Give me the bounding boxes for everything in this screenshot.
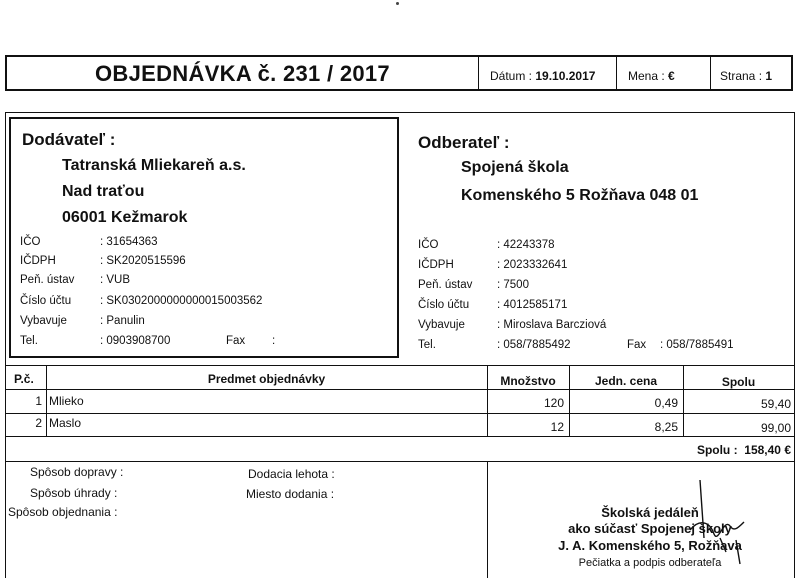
sum-label: Spolu : — [696, 443, 738, 457]
sum-value: 158,40 € — [744, 443, 791, 457]
ordering-label: Spôsob objednania : — [8, 505, 118, 519]
delivery-place-label: Miesto dodania : — [246, 487, 335, 501]
document-title: OBJEDNÁVKA č. 231 / 2017 — [95, 61, 390, 86]
supplier-icdph-value: : SK2020515596 — [100, 255, 186, 267]
customer-tel-label: Tel. — [418, 339, 436, 351]
customer-icdph-value: : 2023332641 — [497, 259, 568, 271]
customer-bank-value: : 7500 — [497, 279, 529, 291]
table-row-2-no: 2 — [35, 416, 42, 430]
col-header-total: Spolu — [721, 375, 756, 389]
stamp-line-1: Školská jedáleň — [601, 505, 699, 520]
table-row-1-no: 1 — [35, 394, 42, 408]
supplier-fax-label: Fax — [226, 335, 246, 347]
date-label: Dátum : — [490, 69, 533, 83]
stamp-line-2: ako súčasť Spojenej školy — [568, 521, 732, 536]
supplier-tel-label: Tel. — [20, 335, 38, 347]
customer-tel-value: : 058/7885492 — [497, 339, 571, 351]
table-row-2-total: 99,00 — [760, 421, 791, 435]
customer-contact-label: Vybavuje — [418, 319, 465, 331]
supplier-account-label: Číslo účtu — [20, 295, 72, 307]
sum-row — [600, 443, 791, 457]
customer-name: Spojená škola — [461, 159, 569, 176]
page-label: Strana : — [720, 69, 763, 83]
scan-speck — [396, 2, 399, 5]
supplier-icdph-label: IČDPH — [20, 255, 56, 267]
supplier-fax-value: : — [272, 335, 276, 347]
col-header-qty: Množstvo — [500, 374, 556, 388]
table-row-2-item: Maslo — [49, 416, 82, 430]
supplier-name: Tatranská Mliekareň a.s. — [62, 157, 246, 174]
customer-fax-label: Fax — [627, 339, 647, 351]
supplier-contact-label: Vybavuje — [20, 315, 67, 327]
col-header-no: P.č. — [14, 372, 34, 386]
currency-value: € — [668, 69, 675, 83]
supplier-street: Nad traťou — [62, 183, 145, 200]
table-row-1-total: 59,40 — [760, 397, 791, 411]
supplier-ico-value: : 31654363 — [100, 236, 158, 248]
table-row-1-qty: 120 — [543, 396, 564, 410]
supplier-account-value: : SK0302000000000015003562 — [100, 295, 263, 307]
supplier-tel-value: : 0903908700 — [100, 335, 171, 347]
table-row-1-unit-price: 0,49 — [654, 396, 678, 410]
table-row-1-item: Mlieko — [49, 394, 84, 408]
date-value: 19.10.2017 — [535, 69, 596, 83]
customer-contact-value: : Miroslava Barcziová — [497, 319, 607, 331]
customer-fax-value: : 058/7885491 — [660, 339, 734, 351]
table-row-2-qty: 12 — [550, 420, 564, 434]
customer-ico-value: : 42243378 — [497, 239, 555, 251]
supplier-heading: Dodávateľ : — [22, 130, 116, 149]
stamp-line-3: J. A. Komenského 5, Rožňava — [558, 538, 742, 553]
supplier-city: 06001 Kežmarok — [62, 209, 188, 226]
table-row-2-unit-price: 8,25 — [654, 420, 678, 434]
supplier-bank-label: Peň. ústav — [20, 274, 75, 286]
customer-address: Komenského 5 Rožňava 048 01 — [461, 187, 699, 204]
col-header-unit-price: Jedn. cena — [594, 374, 658, 388]
page-field — [720, 69, 772, 83]
customer-bank-label: Peň. ústav — [418, 279, 473, 291]
customer-account-value: : 4012585171 — [497, 299, 568, 311]
stamp-caption: Pečiatka a podpis odberateľa — [578, 557, 722, 569]
customer-heading: Odberateľ : — [418, 133, 510, 152]
customer-icdph-label: IČDPH — [418, 259, 454, 271]
payment-label: Spôsob úhrady : — [30, 486, 118, 500]
supplier-box — [9, 117, 399, 358]
date-field — [490, 69, 595, 83]
supplier-bank-value: : VUB — [100, 274, 131, 286]
currency-field — [628, 69, 675, 83]
customer-ico-label: IČO — [418, 239, 439, 251]
delivery-time-label: Dodacia lehota : — [248, 467, 335, 481]
supplier-contact-value: : Panulin — [100, 315, 145, 327]
supplier-ico-label: IČO — [20, 236, 41, 248]
col-header-item: Predmet objednávky — [207, 372, 326, 386]
handwritten-signature — [680, 478, 770, 568]
customer-account-label: Číslo účtu — [418, 299, 470, 311]
transport-label: Spôsob dopravy : — [30, 465, 124, 479]
currency-label: Mena : — [628, 69, 665, 83]
page-value: 1 — [765, 69, 773, 83]
